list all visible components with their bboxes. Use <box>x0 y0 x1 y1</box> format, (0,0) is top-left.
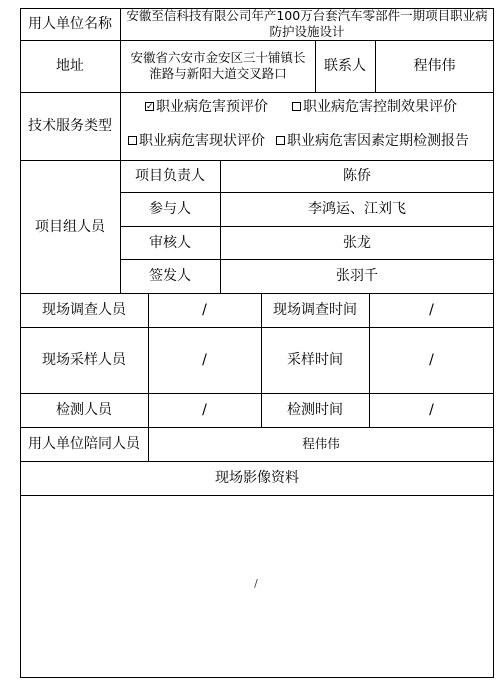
unit-name-label: 用人单位名称 <box>28 16 112 32</box>
survey-time-label: 现场调查时间 <box>273 302 357 318</box>
service-option-label: 职业病危害现状评价 <box>139 133 265 149</box>
service-option-control-eval[interactable] <box>292 98 457 116</box>
team-member: 李鸿运、江刘飞 <box>308 201 406 217</box>
checkbox-icon[interactable] <box>292 102 301 111</box>
checkbox-icon[interactable] <box>128 136 137 145</box>
team-member: 陈侨 <box>343 168 371 184</box>
unit-name-value: 安徽至信科技有限公司年产100万台套汽车零部件一期项目职业病防护设施设计 <box>126 8 488 39</box>
service-option-label: 职业病危害控制效果评价 <box>303 99 457 115</box>
team-role: 参与人 <box>149 201 191 217</box>
service-option-label: 职业病危害预评价 <box>156 99 268 115</box>
escort-value: 程伟伟 <box>302 436 340 451</box>
testing-people-label: 检测人员 <box>56 402 112 418</box>
sampling-people-label: 现场采样人员 <box>42 352 126 368</box>
row-divider <box>20 495 494 496</box>
sampling-time-label: 采样时间 <box>287 352 343 368</box>
team-member: 张龙 <box>343 234 371 251</box>
service-type-label: 技术服务类型 <box>28 118 112 134</box>
team-role: 审核人 <box>149 234 191 251</box>
service-option-pre-eval[interactable] <box>145 98 268 116</box>
team-label: 项目组人员 <box>35 218 105 235</box>
address-label: 地址 <box>56 58 84 74</box>
sampling-people-value: / <box>202 352 207 368</box>
contact-label: 联系人 <box>324 58 366 74</box>
sampling-time-value: / <box>429 352 434 368</box>
survey-people-value: / <box>202 302 207 318</box>
service-option-status-eval[interactable] <box>128 132 265 150</box>
testing-people-value: / <box>202 402 207 418</box>
checkbox-icon[interactable] <box>276 136 285 145</box>
survey-time-value: / <box>429 302 434 318</box>
checkbox-checked-icon[interactable] <box>145 102 154 111</box>
team-role: 签发人 <box>149 268 191 284</box>
escort-label: 用人单位陪同人员 <box>28 436 140 452</box>
images-placeholder: / <box>254 577 258 590</box>
survey-people-label: 现场调查人员 <box>42 302 126 318</box>
contact-value: 程伟伟 <box>413 58 456 74</box>
testing-time-value: / <box>429 402 434 418</box>
address-value: 安徽省六安市金安区三十铺镇长淮路与新阳大道交叉路口 <box>130 50 306 81</box>
images-title: 现场影像资料 <box>215 470 299 486</box>
service-option-periodic-test[interactable] <box>276 132 469 150</box>
team-member: 张羽千 <box>336 268 378 284</box>
team-role: 项目负责人 <box>135 168 205 184</box>
testing-time-label: 检测时间 <box>287 402 343 418</box>
service-option-label: 职业病危害因素定期检测报告 <box>287 133 469 149</box>
